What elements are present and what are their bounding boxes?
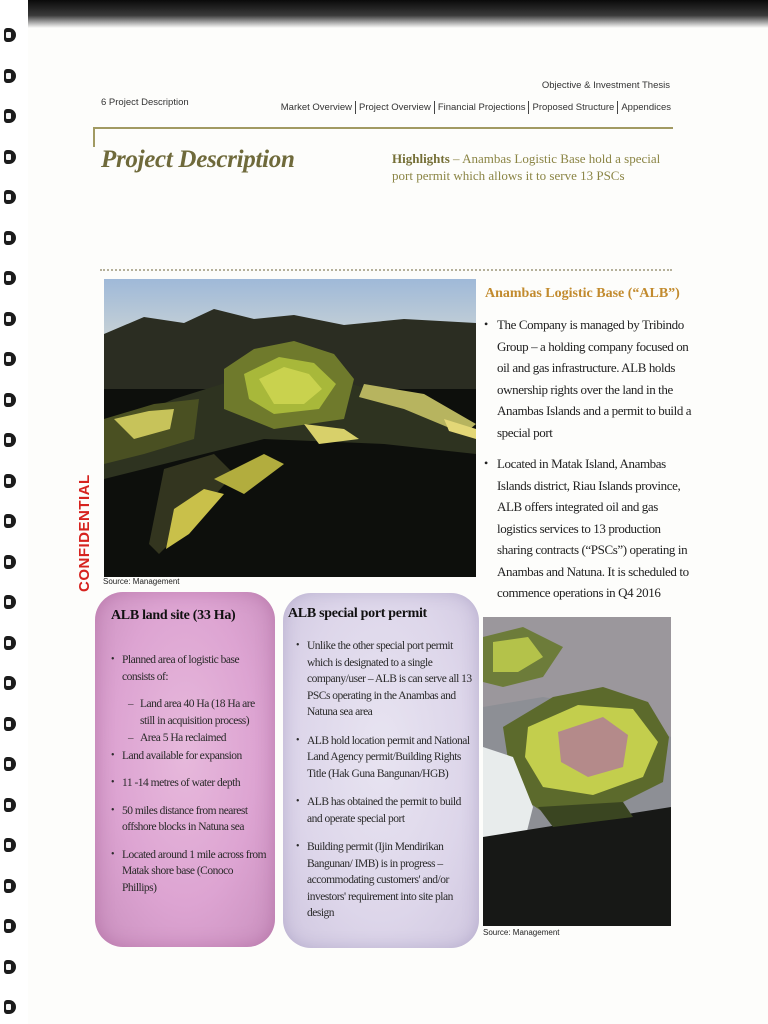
land-item: • 50 miles distance from nearest offshore blocks in Natuna sea (122, 803, 267, 836)
highlights-label: Highlights (392, 151, 450, 166)
alb-heading: Anambas Logistic Base (“ALB”) (485, 286, 680, 301)
nav-project-overview[interactable]: Project Overview (359, 102, 431, 113)
binding-ring (4, 231, 16, 245)
land-item: • Planned area of logistic base consists of: (122, 652, 267, 685)
binding-ring (4, 960, 16, 974)
port-item: • Building permit (Ijin Mendirikan Bangunan/ IMB) is in progress – accommodating customers' and/or investors' requirement into site plan design (307, 839, 477, 922)
section-label: 6 Project Description (101, 97, 189, 108)
logistic-base-aerial-photo (104, 279, 476, 577)
land-item: • 11 -14 metres of water depth (122, 775, 267, 792)
section-divider (100, 269, 672, 271)
header-rule (93, 127, 673, 129)
island-aerial-photo (483, 617, 671, 926)
binding-ring (4, 717, 16, 731)
scan-top-shadow (0, 0, 768, 28)
page-title: Project Description (101, 146, 295, 173)
nav-market-overview[interactable]: Market Overview (280, 102, 353, 113)
alb-bullet: • Located in Matak Island, Anambas Islands district, Riau Islands province, ALB offers integrated oil and gas logistics services to 13 production sharing contracts (“PSCs”) operating in Anambas and Natuna. It is scheduled to commence operations in Q4 2016 (497, 453, 693, 604)
port-item: • ALB has obtained the permit to build and operate special port (307, 794, 477, 827)
nav-proposed-structure[interactable]: Proposed Structure (532, 102, 615, 113)
port-card-list (307, 638, 477, 934)
spiral-binding (0, 0, 28, 1024)
nav-separator (355, 101, 356, 114)
main-photo-source: Source: Management (103, 577, 180, 586)
alb-bullet: • The Company is managed by Tribindo Group – a holding company focused on oil and gas infrastructure. ALB holds ownership rights over the land in the Anambas Islands and a permit to build a special port (497, 314, 693, 443)
nav-separator (434, 101, 435, 114)
binding-ring (4, 879, 16, 893)
highlights (392, 150, 677, 184)
binding-ring (4, 474, 16, 488)
nav-separator (617, 101, 618, 114)
land-card-list (122, 652, 267, 907)
binding-ring (4, 1000, 16, 1014)
binding-ring (4, 69, 16, 83)
land-subitem: – Land area 40 Ha (18 Ha are still in acquisition process) (122, 696, 267, 729)
port-item: • Unlike the other special port permit which is designated to a single company/user – ALB is can serve all 13 PSCs operating in the Anambas and Natuna sea area (307, 638, 477, 721)
binding-ring (4, 919, 16, 933)
island-photo-source: Source: Management (483, 928, 560, 937)
binding-ring (4, 190, 16, 204)
land-item: • Land available for expansion (122, 748, 267, 765)
island-rendering (483, 617, 671, 926)
binding-ring (4, 798, 16, 812)
binding-ring (4, 28, 16, 42)
binding-ring (4, 676, 16, 690)
binding-ring (4, 514, 16, 528)
binding-ring (4, 757, 16, 771)
nav-financial-projections[interactable]: Financial Projections (437, 102, 526, 113)
binding-ring (4, 393, 16, 407)
binding-ring (4, 109, 16, 123)
nav-separator (528, 101, 529, 114)
alb-bullets (481, 314, 693, 614)
binding-ring (4, 555, 16, 569)
confidential-stamp: CONFIDENTIAL (76, 474, 93, 592)
nav-appendices[interactable]: Appendices (621, 102, 671, 113)
land-subitem: – Area 5 Ha reclaimed (122, 730, 267, 747)
binding-ring (4, 838, 16, 852)
land-card-title: ALB land site (33 Ha) (111, 608, 236, 623)
document-title: Objective & Investment Thesis (541, 80, 670, 91)
land-item: • Located around 1 mile across from Matak shore base (Conoco Phillips) (122, 847, 267, 897)
port-card-title: ALB special port permit (288, 606, 427, 621)
port-item: • ALB hold location permit and National Land Agency permit/Building Rights Title (Hak Guna Bangunan/HGB) (307, 733, 477, 783)
logistic-base-rendering (104, 279, 476, 577)
binding-ring (4, 636, 16, 650)
highlights-text: – Anambas Logistic Base hold a special port permit which allows it to serve 13 PSCs (392, 151, 661, 183)
binding-ring (4, 312, 16, 326)
header-rule-tick (93, 127, 95, 147)
port-permit-card (283, 593, 479, 948)
binding-ring (4, 595, 16, 609)
binding-ring (4, 433, 16, 447)
land-site-card (95, 592, 275, 947)
section-nav (281, 101, 671, 114)
binding-ring (4, 150, 16, 164)
binding-ring (4, 352, 16, 366)
binding-ring (4, 271, 16, 285)
